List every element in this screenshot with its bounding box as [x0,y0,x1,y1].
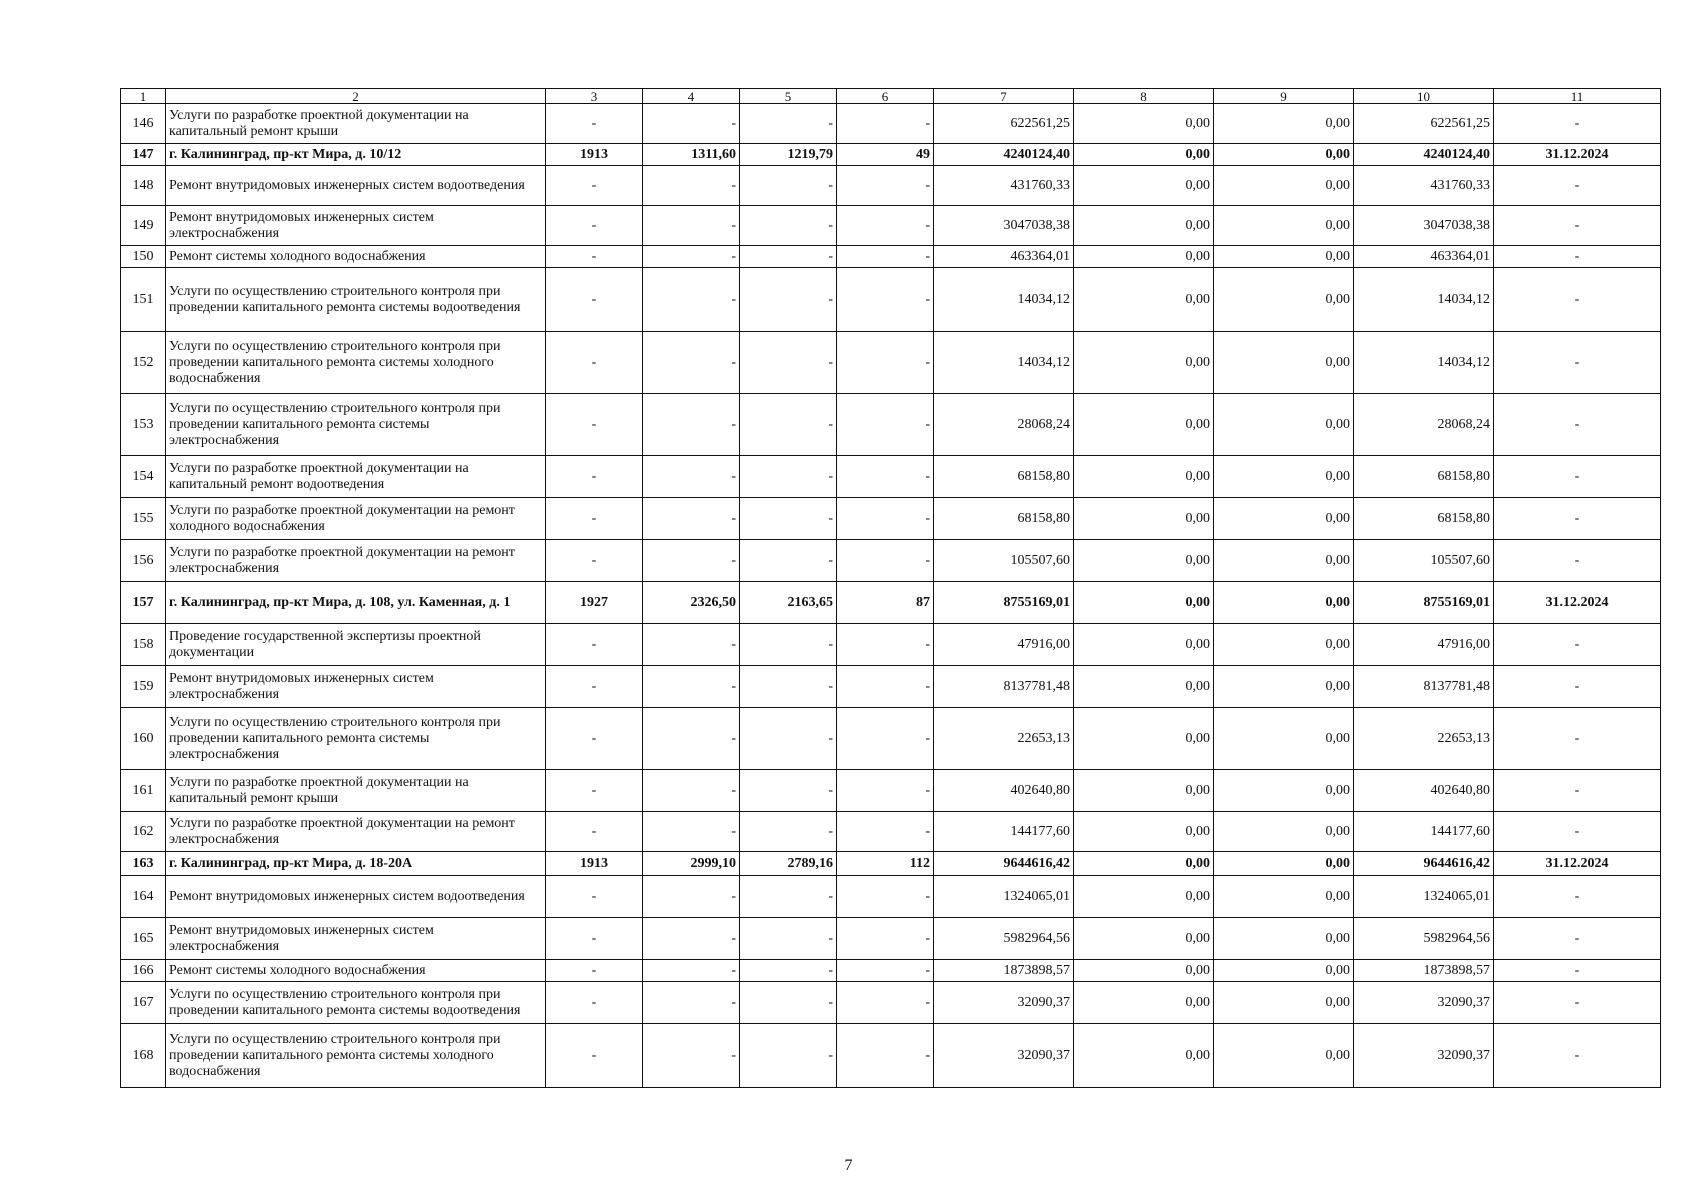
work-description: Ремонт системы холодного водоснабжения [166,246,546,268]
owners-funds-cell: 32090,37 [1354,1024,1494,1088]
column-header: 7 [934,89,1074,104]
residents-cell: - [837,918,934,960]
column-header: 8 [1074,89,1214,104]
fund-cell: 0,00 [1074,624,1214,666]
living-area-cell: - [740,540,837,582]
row-number: 147 [121,144,166,166]
budget-cell: 0,00 [1214,394,1354,456]
work-description: Услуги по разработке проектной документации на капитальный ремонт крыши [166,104,546,144]
total-area-cell: - [643,394,740,456]
work-description: г. Калининград, пр-кт Мира, д. 108, ул. Каменная, д. 1 [166,582,546,624]
completion-date-cell: - [1494,166,1661,206]
table-row [121,166,1661,206]
budget-cell: 0,00 [1214,498,1354,540]
budget-cell: 0,00 [1214,166,1354,206]
completion-date-cell: 31.12.2024 [1494,582,1661,624]
column-header: 3 [546,89,643,104]
table-row [121,582,1661,624]
owners-funds-cell: 1324065,01 [1354,876,1494,918]
work-description: Услуги по разработке проектной документации на капитальный ремонт водоотведения [166,456,546,498]
fund-cell: 0,00 [1074,708,1214,770]
owners-funds-cell: 622561,25 [1354,104,1494,144]
budget-cell: 0,00 [1214,708,1354,770]
total-cost-cell: 28068,24 [934,394,1074,456]
budget-cell: 0,00 [1214,268,1354,332]
year-cell: - [546,498,643,540]
page-number: 7 [844,1157,853,1174]
fund-cell: 0,00 [1074,852,1214,876]
owners-funds-cell: 47916,00 [1354,624,1494,666]
total-cost-cell: 1324065,01 [934,876,1074,918]
budget-cell: 0,00 [1214,812,1354,852]
total-cost-cell: 32090,37 [934,1024,1074,1088]
fund-cell: 0,00 [1074,1024,1214,1088]
fund-cell: 0,00 [1074,104,1214,144]
owners-funds-cell: 14034,12 [1354,268,1494,332]
year-cell: - [546,666,643,708]
living-area-cell: - [740,332,837,394]
budget-cell: 0,00 [1214,246,1354,268]
budget-cell: 0,00 [1214,852,1354,876]
total-area-cell: - [643,166,740,206]
owners-funds-cell: 68158,80 [1354,498,1494,540]
table-row [121,246,1661,268]
table-row [121,268,1661,332]
row-number: 154 [121,456,166,498]
work-description: Проведение государственной экспертизы проектной документации [166,624,546,666]
column-header: 4 [643,89,740,104]
work-description: Ремонт внутридомовых инженерных систем электроснабжения [166,206,546,246]
year-cell: - [546,540,643,582]
fund-cell: 0,00 [1074,166,1214,206]
completion-date-cell: - [1494,960,1661,982]
year-cell: - [546,1024,643,1088]
work-description: Услуги по разработке проектной документации на ремонт электроснабжения [166,812,546,852]
total-area-cell: - [643,918,740,960]
table-row [121,456,1661,498]
total-area-cell: - [643,708,740,770]
budget-cell: 0,00 [1214,206,1354,246]
owners-funds-cell: 8137781,48 [1354,666,1494,708]
living-area-cell: - [740,876,837,918]
total-cost-cell: 14034,12 [934,268,1074,332]
row-number: 146 [121,104,166,144]
total-cost-cell: 105507,60 [934,540,1074,582]
document-sheet [120,88,1660,1088]
year-cell: - [546,708,643,770]
fund-cell: 0,00 [1074,770,1214,812]
living-area-cell: - [740,982,837,1024]
budget-cell: 0,00 [1214,876,1354,918]
fund-cell: 0,00 [1074,982,1214,1024]
owners-funds-cell: 9644616,42 [1354,852,1494,876]
table-row [121,332,1661,394]
total-area-cell: - [643,246,740,268]
budget-cell: 0,00 [1214,582,1354,624]
work-description: г. Калининград, пр-кт Мира, д. 18-20А [166,852,546,876]
living-area-cell: 1219,79 [740,144,837,166]
living-area-cell: 2163,65 [740,582,837,624]
budget-cell: 0,00 [1214,666,1354,708]
fund-cell: 0,00 [1074,246,1214,268]
completion-date-cell: - [1494,456,1661,498]
work-description: Услуги по осуществлению строительного контроля при проведении капитального ремонта системы холодного водоснабжения [166,1024,546,1088]
fund-cell: 0,00 [1074,456,1214,498]
owners-funds-cell: 68158,80 [1354,456,1494,498]
completion-date-cell: - [1494,498,1661,540]
residents-cell: - [837,206,934,246]
fund-cell: 0,00 [1074,144,1214,166]
work-description: г. Калининград, пр-кт Мира, д. 10/12 [166,144,546,166]
row-number: 160 [121,708,166,770]
row-number: 168 [121,1024,166,1088]
table-row [121,394,1661,456]
total-cost-cell: 9644616,42 [934,852,1074,876]
fund-cell: 0,00 [1074,876,1214,918]
owners-funds-cell: 1873898,57 [1354,960,1494,982]
row-number: 151 [121,268,166,332]
residents-cell: - [837,332,934,394]
residents-cell: - [837,812,934,852]
residents-cell: 49 [837,144,934,166]
work-description: Услуги по разработке проектной документации на ремонт электроснабжения [166,540,546,582]
row-number: 159 [121,666,166,708]
living-area-cell: - [740,812,837,852]
budget-cell: 0,00 [1214,624,1354,666]
budget-cell: 0,00 [1214,144,1354,166]
residents-cell: - [837,246,934,268]
row-number: 153 [121,394,166,456]
owners-funds-cell: 28068,24 [1354,394,1494,456]
completion-date-cell: - [1494,812,1661,852]
work-description: Услуги по осуществлению строительного контроля при проведении капитального ремонта системы электроснабжения [166,708,546,770]
table-row [121,144,1661,166]
living-area-cell: - [740,166,837,206]
budget-cell: 0,00 [1214,104,1354,144]
completion-date-cell: - [1494,918,1661,960]
row-number: 148 [121,166,166,206]
column-header: 10 [1354,89,1494,104]
total-area-cell: - [643,1024,740,1088]
budget-cell: 0,00 [1214,1024,1354,1088]
completion-date-cell: - [1494,246,1661,268]
owners-funds-cell: 5982964,56 [1354,918,1494,960]
table-row [121,206,1661,246]
total-cost-cell: 22653,13 [934,708,1074,770]
completion-date-cell: - [1494,982,1661,1024]
owners-funds-cell: 431760,33 [1354,166,1494,206]
residents-cell: - [837,456,934,498]
column-header: 1 [121,89,166,104]
completion-date-cell: - [1494,268,1661,332]
table-body [121,104,1661,1088]
work-description: Ремонт внутридомовых инженерных систем электроснабжения [166,666,546,708]
completion-date-cell: 31.12.2024 [1494,852,1661,876]
total-cost-cell: 463364,01 [934,246,1074,268]
row-number: 162 [121,812,166,852]
residents-cell: - [837,982,934,1024]
row-number: 167 [121,982,166,1024]
residents-cell: 112 [837,852,934,876]
row-number: 155 [121,498,166,540]
total-area-cell: - [643,332,740,394]
living-area-cell: - [740,918,837,960]
table-row [121,666,1661,708]
living-area-cell: - [740,624,837,666]
year-cell: 1913 [546,144,643,166]
total-area-cell: - [643,540,740,582]
completion-date-cell: - [1494,394,1661,456]
fund-cell: 0,00 [1074,332,1214,394]
year-cell: - [546,876,643,918]
living-area-cell: - [740,246,837,268]
fund-cell: 0,00 [1074,918,1214,960]
owners-funds-cell: 14034,12 [1354,332,1494,394]
fund-cell: 0,00 [1074,812,1214,852]
total-area-cell: - [643,666,740,708]
year-cell: - [546,332,643,394]
work-description: Услуги по разработке проектной документации на ремонт холодного водоснабжения [166,498,546,540]
residents-cell: - [837,394,934,456]
row-number: 164 [121,876,166,918]
owners-funds-cell: 8755169,01 [1354,582,1494,624]
year-cell: - [546,982,643,1024]
table-row [121,1024,1661,1088]
work-description: Ремонт системы холодного водоснабжения [166,960,546,982]
column-number-row [121,89,1661,104]
year-cell: - [546,456,643,498]
work-description: Услуги по осуществлению строительного контроля при проведении капитального ремонта системы водоотведения [166,268,546,332]
total-cost-cell: 5982964,56 [934,918,1074,960]
living-area-cell: - [740,456,837,498]
residents-cell: 87 [837,582,934,624]
completion-date-cell: - [1494,206,1661,246]
total-cost-cell: 4240124,40 [934,144,1074,166]
living-area-cell: - [740,1024,837,1088]
owners-funds-cell: 144177,60 [1354,812,1494,852]
total-area-cell: - [643,770,740,812]
year-cell: 1927 [546,582,643,624]
row-number: 152 [121,332,166,394]
table-row [121,540,1661,582]
living-area-cell: 2789,16 [740,852,837,876]
row-number: 161 [121,770,166,812]
residents-cell: - [837,708,934,770]
completion-date-cell: - [1494,1024,1661,1088]
year-cell: - [546,960,643,982]
owners-funds-cell: 32090,37 [1354,982,1494,1024]
living-area-cell: - [740,104,837,144]
total-area-cell: - [643,268,740,332]
column-header: 2 [166,89,546,104]
data-table [120,88,1661,1088]
residents-cell: - [837,876,934,918]
work-description: Услуги по осуществлению строительного контроля при проведении капитального ремонта системы холодного водоснабжения [166,332,546,394]
total-cost-cell: 1873898,57 [934,960,1074,982]
year-cell: - [546,770,643,812]
completion-date-cell: - [1494,624,1661,666]
budget-cell: 0,00 [1214,540,1354,582]
completion-date-cell: - [1494,876,1661,918]
owners-funds-cell: 463364,01 [1354,246,1494,268]
living-area-cell: - [740,268,837,332]
work-description: Услуги по осуществлению строительного контроля при проведении капитального ремонта системы электроснабжения [166,394,546,456]
total-area-cell: - [643,960,740,982]
living-area-cell: - [740,770,837,812]
residents-cell: - [837,498,934,540]
year-cell: - [546,918,643,960]
budget-cell: 0,00 [1214,960,1354,982]
fund-cell: 0,00 [1074,206,1214,246]
budget-cell: 0,00 [1214,332,1354,394]
year-cell: - [546,246,643,268]
total-cost-cell: 68158,80 [934,498,1074,540]
fund-cell: 0,00 [1074,582,1214,624]
total-area-cell: 2999,10 [643,852,740,876]
row-number: 149 [121,206,166,246]
living-area-cell: - [740,206,837,246]
total-area-cell: - [643,206,740,246]
budget-cell: 0,00 [1214,770,1354,812]
work-description: Ремонт внутридомовых инженерных систем электроснабжения [166,918,546,960]
total-area-cell: - [643,812,740,852]
owners-funds-cell: 402640,80 [1354,770,1494,812]
living-area-cell: - [740,666,837,708]
fund-cell: 0,00 [1074,540,1214,582]
fund-cell: 0,00 [1074,498,1214,540]
fund-cell: 0,00 [1074,666,1214,708]
row-number: 157 [121,582,166,624]
residents-cell: - [837,540,934,582]
table-row [121,498,1661,540]
year-cell: - [546,104,643,144]
year-cell: 1913 [546,852,643,876]
row-number: 156 [121,540,166,582]
total-cost-cell: 144177,60 [934,812,1074,852]
total-area-cell: - [643,982,740,1024]
total-cost-cell: 431760,33 [934,166,1074,206]
residents-cell: - [837,770,934,812]
total-area-cell: - [643,624,740,666]
fund-cell: 0,00 [1074,960,1214,982]
completion-date-cell: - [1494,770,1661,812]
total-cost-cell: 8137781,48 [934,666,1074,708]
total-cost-cell: 68158,80 [934,456,1074,498]
year-cell: - [546,268,643,332]
total-cost-cell: 47916,00 [934,624,1074,666]
row-number: 150 [121,246,166,268]
living-area-cell: - [740,394,837,456]
residents-cell: - [837,166,934,206]
total-cost-cell: 3047038,38 [934,206,1074,246]
completion-date-cell: - [1494,540,1661,582]
table-row [121,918,1661,960]
owners-funds-cell: 22653,13 [1354,708,1494,770]
table-row [121,852,1661,876]
table-row [121,812,1661,852]
total-area-cell: - [643,456,740,498]
row-number: 158 [121,624,166,666]
table-row [121,708,1661,770]
total-cost-cell: 402640,80 [934,770,1074,812]
work-description: Ремонт внутридомовых инженерных систем водоотведения [166,166,546,206]
total-cost-cell: 8755169,01 [934,582,1074,624]
table-row [121,624,1661,666]
work-description: Услуги по разработке проектной документации на капитальный ремонт крыши [166,770,546,812]
total-cost-cell: 622561,25 [934,104,1074,144]
year-cell: - [546,206,643,246]
table-row [121,770,1661,812]
row-number: 163 [121,852,166,876]
column-header: 9 [1214,89,1354,104]
column-header: 6 [837,89,934,104]
year-cell: - [546,624,643,666]
living-area-cell: - [740,960,837,982]
total-cost-cell: 14034,12 [934,332,1074,394]
owners-funds-cell: 105507,60 [1354,540,1494,582]
owners-funds-cell: 3047038,38 [1354,206,1494,246]
table-row [121,876,1661,918]
residents-cell: - [837,268,934,332]
budget-cell: 0,00 [1214,918,1354,960]
fund-cell: 0,00 [1074,268,1214,332]
fund-cell: 0,00 [1074,394,1214,456]
residents-cell: - [837,624,934,666]
total-area-cell: 2326,50 [643,582,740,624]
budget-cell: 0,00 [1214,456,1354,498]
year-cell: - [546,166,643,206]
year-cell: - [546,394,643,456]
owners-funds-cell: 4240124,40 [1354,144,1494,166]
residents-cell: - [837,960,934,982]
column-header: 5 [740,89,837,104]
table-row [121,960,1661,982]
table-row [121,982,1661,1024]
residents-cell: - [837,104,934,144]
total-area-cell: - [643,498,740,540]
completion-date-cell: - [1494,332,1661,394]
completion-date-cell: - [1494,104,1661,144]
total-area-cell: - [643,104,740,144]
residents-cell: - [837,1024,934,1088]
total-cost-cell: 32090,37 [934,982,1074,1024]
row-number: 166 [121,960,166,982]
residents-cell: - [837,666,934,708]
work-description: Ремонт внутридомовых инженерных систем водоотведения [166,876,546,918]
completion-date-cell: - [1494,666,1661,708]
budget-cell: 0,00 [1214,982,1354,1024]
table-row [121,104,1661,144]
total-area-cell: 1311,60 [643,144,740,166]
living-area-cell: - [740,498,837,540]
completion-date-cell: - [1494,708,1661,770]
year-cell: - [546,812,643,852]
total-area-cell: - [643,876,740,918]
work-description: Услуги по осуществлению строительного контроля при проведении капитального ремонта системы водоотведения [166,982,546,1024]
row-number: 165 [121,918,166,960]
completion-date-cell: 31.12.2024 [1494,144,1661,166]
column-header: 11 [1494,89,1661,104]
living-area-cell: - [740,708,837,770]
